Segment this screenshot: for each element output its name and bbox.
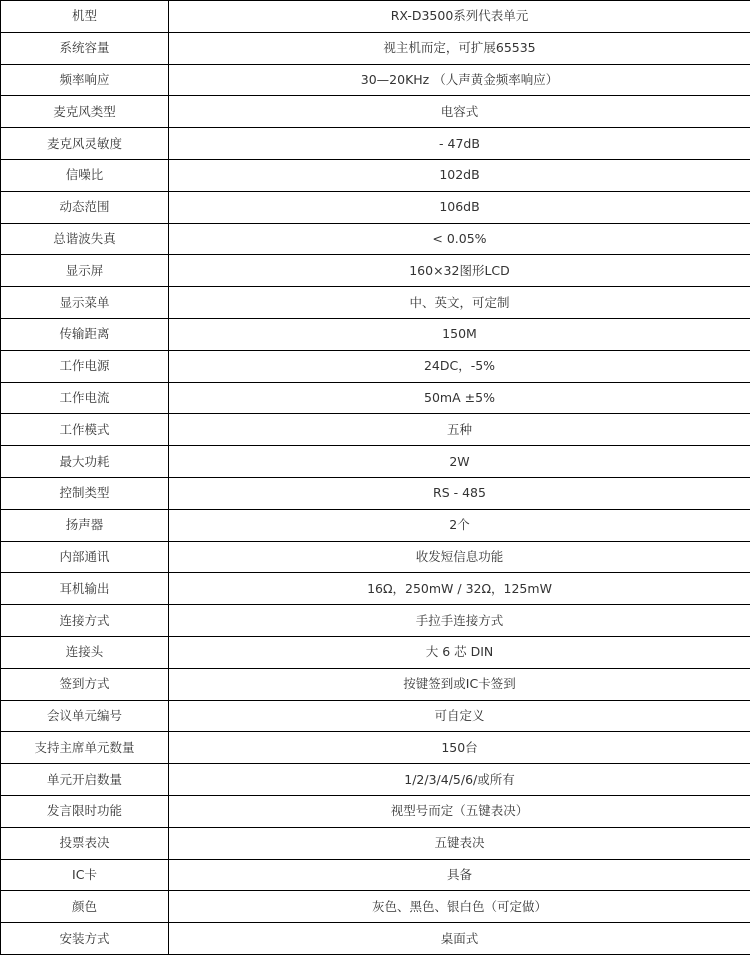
table-row [1, 64, 750, 96]
table-row [1, 287, 750, 319]
spec-value: 16Ω，250mW / 32Ω，125mW [169, 573, 750, 605]
spec-value: RX-D3500系列代表单元 [169, 1, 750, 33]
table-row [1, 636, 750, 668]
spec-label: 单元开启数量 [1, 764, 169, 796]
table-row [1, 318, 750, 350]
spec-table-body [1, 1, 750, 955]
spec-value: 电容式 [169, 96, 750, 128]
spec-label: 系统容量 [1, 32, 169, 64]
table-row [1, 891, 750, 923]
spec-label: 安装方式 [1, 923, 169, 955]
spec-value: 灰色、黑色、银白色（可定做） [169, 891, 750, 923]
spec-value: < 0.05% [169, 223, 750, 255]
spec-label: 麦克风灵敏度 [1, 128, 169, 160]
table-row [1, 859, 750, 891]
spec-value: 2个 [169, 509, 750, 541]
spec-label: 显示屏 [1, 255, 169, 287]
spec-value: 手拉手连接方式 [169, 605, 750, 637]
table-row [1, 509, 750, 541]
table-row [1, 923, 750, 955]
table-row [1, 541, 750, 573]
table-row [1, 764, 750, 796]
table-row [1, 1, 750, 33]
spec-label: 扬声器 [1, 509, 169, 541]
spec-label: 工作电流 [1, 382, 169, 414]
spec-value: 中、英文，可定制 [169, 287, 750, 319]
table-row [1, 128, 750, 160]
spec-value: 按键签到或IC卡签到 [169, 668, 750, 700]
spec-value: 可自定义 [169, 700, 750, 732]
table-row [1, 350, 750, 382]
spec-label: 发言限时功能 [1, 795, 169, 827]
table-row [1, 382, 750, 414]
spec-value: 50mA ±5% [169, 382, 750, 414]
spec-value: 视型号而定（五键表决） [169, 795, 750, 827]
spec-value: 收发短信息功能 [169, 541, 750, 573]
spec-value: 106dB [169, 191, 750, 223]
spec-value: - 47dB [169, 128, 750, 160]
spec-label: 显示菜单 [1, 287, 169, 319]
spec-value: 五键表决 [169, 827, 750, 859]
spec-value: 150台 [169, 732, 750, 764]
spec-value: RS - 485 [169, 477, 750, 509]
spec-label: 信噪比 [1, 159, 169, 191]
spec-label: 动态范围 [1, 191, 169, 223]
spec-label: 机型 [1, 1, 169, 33]
table-row [1, 255, 750, 287]
spec-label: 签到方式 [1, 668, 169, 700]
spec-label: 会议单元编号 [1, 700, 169, 732]
spec-label: 工作模式 [1, 414, 169, 446]
spec-value: 2W [169, 446, 750, 478]
spec-value: 大 6 芯 DIN [169, 636, 750, 668]
spec-value: 24DC，-5% [169, 350, 750, 382]
table-row [1, 605, 750, 637]
table-row [1, 32, 750, 64]
table-row [1, 96, 750, 128]
spec-value: 具备 [169, 859, 750, 891]
table-row [1, 668, 750, 700]
table-row [1, 477, 750, 509]
spec-label: 总谐波失真 [1, 223, 169, 255]
table-row [1, 827, 750, 859]
spec-label: 传输距离 [1, 318, 169, 350]
spec-value: 102dB [169, 159, 750, 191]
table-row [1, 414, 750, 446]
spec-label: 支持主席单元数量 [1, 732, 169, 764]
spec-label: 工作电源 [1, 350, 169, 382]
spec-value: 150M [169, 318, 750, 350]
spec-label: IC卡 [1, 859, 169, 891]
spec-label: 频率响应 [1, 64, 169, 96]
spec-label: 耳机输出 [1, 573, 169, 605]
spec-label: 麦克风类型 [1, 96, 169, 128]
table-row [1, 446, 750, 478]
spec-value: 视主机而定，可扩展65535 [169, 32, 750, 64]
table-row [1, 159, 750, 191]
spec-value: 160×32图形LCD [169, 255, 750, 287]
table-row [1, 732, 750, 764]
spec-value: 五种 [169, 414, 750, 446]
spec-value: 1/2/3/4/5/6/或所有 [169, 764, 750, 796]
spec-value: 30—20KHz （人声黄金频率响应） [169, 64, 750, 96]
spec-label: 内部通讯 [1, 541, 169, 573]
table-row [1, 573, 750, 605]
spec-label: 投票表决 [1, 827, 169, 859]
table-row [1, 191, 750, 223]
spec-label: 连接头 [1, 636, 169, 668]
spec-label: 颜色 [1, 891, 169, 923]
spec-value: 桌面式 [169, 923, 750, 955]
spec-label: 连接方式 [1, 605, 169, 637]
table-row [1, 700, 750, 732]
spec-label: 控制类型 [1, 477, 169, 509]
spec-label: 最大功耗 [1, 446, 169, 478]
table-row [1, 223, 750, 255]
table-row [1, 795, 750, 827]
